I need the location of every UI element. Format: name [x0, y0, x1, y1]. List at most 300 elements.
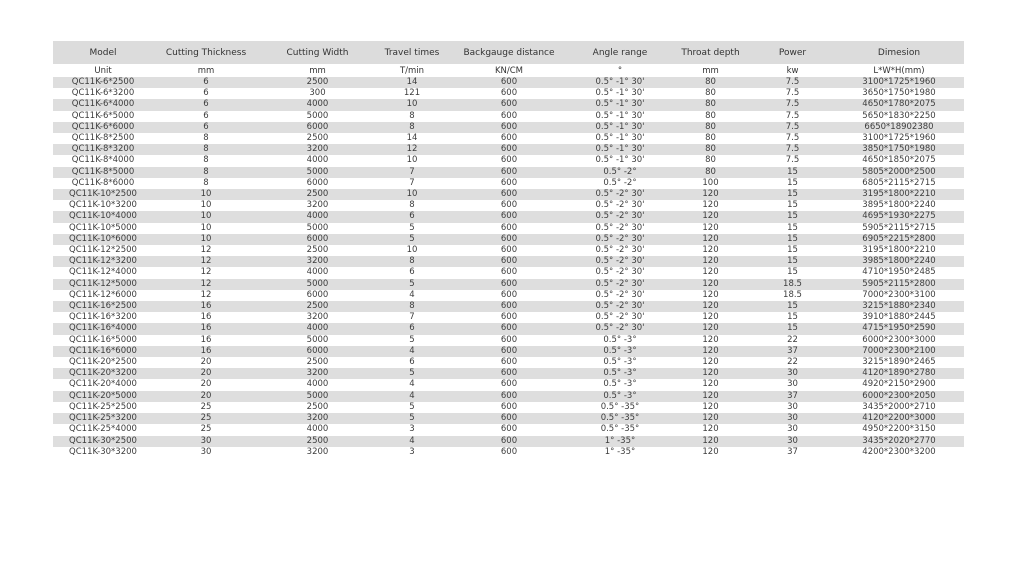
cell-throat-depth: 120 — [670, 223, 751, 234]
cell-dimension: 5805*2000*2500 — [834, 167, 964, 178]
cell-throat-depth: 120 — [670, 211, 751, 222]
cell-dimension: 3985*1800*2240 — [834, 256, 964, 267]
table-row — [53, 133, 964, 144]
cell-angle-range: 0.5° -1° 30' — [570, 155, 670, 166]
cell-throat-depth: 120 — [670, 447, 751, 458]
table-row — [53, 447, 964, 458]
cell-travel-times: 10 — [376, 99, 448, 110]
cell-angle-range: 0.5° -2° 30' — [570, 200, 670, 211]
cell-cutting-thickness: 10 — [153, 234, 259, 245]
cell-dimension: 3650*1750*1980 — [834, 88, 964, 99]
cell-travel-times: 3 — [376, 447, 448, 458]
cell-model: QC11K-6*4000 — [53, 99, 153, 110]
unit-backgauge-distance: KN/CM — [448, 64, 570, 77]
table-row — [53, 391, 964, 402]
cell-cutting-width: 3200 — [259, 144, 376, 155]
cell-angle-range: 0.5° -3° — [570, 346, 670, 357]
cell-cutting-width: 2500 — [259, 436, 376, 447]
table-row — [53, 189, 964, 200]
cell-model: QC11K-16*6000 — [53, 346, 153, 357]
cell-throat-depth: 80 — [670, 144, 751, 155]
cell-dimension: 4920*2150*2900 — [834, 379, 964, 390]
cell-throat-depth: 120 — [670, 436, 751, 447]
cell-dimension: 3100*1725*1960 — [834, 77, 964, 88]
cell-cutting-width: 4000 — [259, 155, 376, 166]
cell-cutting-width: 3200 — [259, 413, 376, 424]
cell-throat-depth: 120 — [670, 379, 751, 390]
cell-travel-times: 8 — [376, 111, 448, 122]
cell-backgauge-distance: 600 — [448, 178, 570, 189]
cell-backgauge-distance: 600 — [448, 424, 570, 435]
cell-backgauge-distance: 600 — [448, 133, 570, 144]
cell-throat-depth: 120 — [670, 256, 751, 267]
cell-dimension: 3910*1880*2445 — [834, 312, 964, 323]
cell-model: QC11K-12*5000 — [53, 279, 153, 290]
cell-cutting-thickness: 6 — [153, 88, 259, 99]
cell-dimension: 6000*2300*2050 — [834, 391, 964, 402]
cell-power: 30 — [751, 368, 834, 379]
cell-travel-times: 4 — [376, 290, 448, 301]
cell-throat-depth: 80 — [670, 99, 751, 110]
cell-power: 15 — [751, 189, 834, 200]
cell-model: QC11K-20*3200 — [53, 368, 153, 379]
cell-dimension: 3215*1890*2465 — [834, 357, 964, 368]
cell-travel-times: 14 — [376, 77, 448, 88]
cell-cutting-width: 5000 — [259, 223, 376, 234]
cell-throat-depth: 120 — [670, 402, 751, 413]
cell-travel-times: 8 — [376, 301, 448, 312]
cell-power: 7.5 — [751, 88, 834, 99]
table-row — [53, 368, 964, 379]
cell-power: 7.5 — [751, 133, 834, 144]
cell-angle-range: 0.5° -2° 30' — [570, 234, 670, 245]
cell-model: QC11K-12*6000 — [53, 290, 153, 301]
unit-angle-range: ° — [570, 64, 670, 77]
cell-model: QC11K-8*3200 — [53, 144, 153, 155]
cell-angle-range: 0.5° -1° 30' — [570, 122, 670, 133]
unit-row — [53, 64, 964, 77]
cell-model: QC11K-16*5000 — [53, 335, 153, 346]
cell-cutting-thickness: 8 — [153, 133, 259, 144]
cell-travel-times: 5 — [376, 335, 448, 346]
cell-backgauge-distance: 600 — [448, 77, 570, 88]
header-model: Model — [53, 41, 153, 64]
cell-backgauge-distance: 600 — [448, 99, 570, 110]
cell-dimension: 4650*1850*2075 — [834, 155, 964, 166]
cell-angle-range: 0.5° -1° 30' — [570, 111, 670, 122]
cell-dimension: 4710*1950*2485 — [834, 267, 964, 278]
cell-model: QC11K-10*3200 — [53, 200, 153, 211]
cell-cutting-width: 2500 — [259, 133, 376, 144]
cell-backgauge-distance: 600 — [448, 323, 570, 334]
cell-throat-depth: 120 — [670, 335, 751, 346]
cell-backgauge-distance: 600 — [448, 402, 570, 413]
cell-cutting-width: 4000 — [259, 99, 376, 110]
cell-travel-times: 5 — [376, 368, 448, 379]
table-row — [53, 167, 964, 178]
cell-angle-range: 0.5° -2° 30' — [570, 245, 670, 256]
cell-backgauge-distance: 600 — [448, 413, 570, 424]
cell-model: QC11K-8*6000 — [53, 178, 153, 189]
cell-angle-range: 0.5° -2° 30' — [570, 256, 670, 267]
cell-cutting-thickness: 16 — [153, 301, 259, 312]
cell-cutting-width: 2500 — [259, 301, 376, 312]
cell-cutting-width: 6000 — [259, 122, 376, 133]
table-row — [53, 357, 964, 368]
cell-dimension: 4120*1890*2780 — [834, 368, 964, 379]
cell-dimension: 5905*2115*2800 — [834, 279, 964, 290]
cell-backgauge-distance: 600 — [448, 211, 570, 222]
cell-cutting-width: 3200 — [259, 447, 376, 458]
cell-model: QC11K-12*4000 — [53, 267, 153, 278]
cell-backgauge-distance: 600 — [448, 189, 570, 200]
cell-throat-depth: 120 — [670, 312, 751, 323]
table-row — [53, 402, 964, 413]
unit-cutting-thickness: mm — [153, 64, 259, 77]
cell-cutting-thickness: 6 — [153, 99, 259, 110]
cell-dimension: 4650*1780*2075 — [834, 99, 964, 110]
table-row — [53, 211, 964, 222]
cell-dimension: 5650*1830*2250 — [834, 111, 964, 122]
cell-cutting-thickness: 10 — [153, 189, 259, 200]
cell-cutting-thickness: 16 — [153, 346, 259, 357]
cell-backgauge-distance: 600 — [448, 111, 570, 122]
cell-power: 37 — [751, 391, 834, 402]
table-row — [53, 99, 964, 110]
cell-travel-times: 4 — [376, 379, 448, 390]
cell-cutting-width: 2500 — [259, 357, 376, 368]
cell-dimension: 3100*1725*1960 — [834, 133, 964, 144]
header-cutting-thickness: Cutting Thickness — [153, 41, 259, 64]
cell-cutting-thickness: 30 — [153, 447, 259, 458]
cell-cutting-thickness: 8 — [153, 144, 259, 155]
cell-cutting-width: 4000 — [259, 424, 376, 435]
cell-power: 30 — [751, 424, 834, 435]
cell-backgauge-distance: 600 — [448, 245, 570, 256]
unit-dimension: L*W*H(mm) — [834, 64, 964, 77]
cell-backgauge-distance: 600 — [448, 391, 570, 402]
cell-cutting-thickness: 6 — [153, 111, 259, 122]
cell-cutting-thickness: 16 — [153, 323, 259, 334]
cell-power: 30 — [751, 436, 834, 447]
cell-cutting-width: 5000 — [259, 111, 376, 122]
cell-travel-times: 5 — [376, 279, 448, 290]
cell-travel-times: 14 — [376, 133, 448, 144]
header-power: Power — [751, 41, 834, 64]
cell-cutting-width: 6000 — [259, 290, 376, 301]
cell-power: 15 — [751, 223, 834, 234]
cell-dimension: 3195*1800*2210 — [834, 189, 964, 200]
cell-dimension: 7000*2300*3100 — [834, 290, 964, 301]
cell-travel-times: 7 — [376, 167, 448, 178]
cell-dimension: 4715*1950*2590 — [834, 323, 964, 334]
cell-travel-times: 5 — [376, 402, 448, 413]
cell-cutting-width: 3200 — [259, 200, 376, 211]
cell-throat-depth: 120 — [670, 368, 751, 379]
table-row — [53, 335, 964, 346]
cell-model: QC11K-12*2500 — [53, 245, 153, 256]
cell-throat-depth: 120 — [670, 279, 751, 290]
cell-power: 7.5 — [751, 155, 834, 166]
cell-throat-depth: 120 — [670, 245, 751, 256]
cell-travel-times: 6 — [376, 323, 448, 334]
header-dimension: Dimesion — [834, 41, 964, 64]
spec-table-container — [53, 41, 964, 458]
cell-angle-range: 0.5° -1° 30' — [570, 133, 670, 144]
cell-dimension: 6805*2115*2715 — [834, 178, 964, 189]
cell-power: 30 — [751, 379, 834, 390]
cell-power: 15 — [751, 312, 834, 323]
cell-cutting-thickness: 12 — [153, 290, 259, 301]
cell-dimension: 4120*2200*3000 — [834, 413, 964, 424]
cell-travel-times: 4 — [376, 391, 448, 402]
unit-throat-depth: mm — [670, 64, 751, 77]
cell-angle-range: 0.5° -2° 30' — [570, 323, 670, 334]
cell-angle-range: 0.5° -3° — [570, 391, 670, 402]
cell-power: 7.5 — [751, 111, 834, 122]
cell-model: QC11K-25*3200 — [53, 413, 153, 424]
table-row — [53, 413, 964, 424]
cell-travel-times: 6 — [376, 357, 448, 368]
cell-cutting-width: 300 — [259, 88, 376, 99]
cell-cutting-thickness: 16 — [153, 312, 259, 323]
cell-cutting-thickness: 8 — [153, 155, 259, 166]
cell-power: 30 — [751, 402, 834, 413]
cell-model: QC11K-25*2500 — [53, 402, 153, 413]
cell-angle-range: 0.5° -2° — [570, 167, 670, 178]
cell-travel-times: 121 — [376, 88, 448, 99]
cell-travel-times: 6 — [376, 211, 448, 222]
table-row — [53, 223, 964, 234]
cell-throat-depth: 80 — [670, 77, 751, 88]
cell-backgauge-distance: 600 — [448, 88, 570, 99]
cell-cutting-thickness: 12 — [153, 245, 259, 256]
cell-power: 15 — [751, 245, 834, 256]
cell-power: 15 — [751, 234, 834, 245]
cell-cutting-thickness: 25 — [153, 424, 259, 435]
cell-travel-times: 6 — [376, 267, 448, 278]
cell-angle-range: 0.5° -1° 30' — [570, 88, 670, 99]
cell-angle-range: 0.5° -2° 30' — [570, 267, 670, 278]
cell-power: 15 — [751, 267, 834, 278]
cell-travel-times: 5 — [376, 234, 448, 245]
cell-cutting-thickness: 20 — [153, 357, 259, 368]
cell-cutting-width: 2500 — [259, 189, 376, 200]
cell-cutting-width: 5000 — [259, 279, 376, 290]
cell-travel-times: 10 — [376, 155, 448, 166]
cell-throat-depth: 80 — [670, 111, 751, 122]
cell-throat-depth: 80 — [670, 122, 751, 133]
cell-travel-times: 4 — [376, 436, 448, 447]
cell-model: QC11K-10*6000 — [53, 234, 153, 245]
cell-cutting-width: 2500 — [259, 77, 376, 88]
cell-cutting-thickness: 25 — [153, 413, 259, 424]
cell-throat-depth: 120 — [670, 424, 751, 435]
cell-throat-depth: 120 — [670, 200, 751, 211]
cell-model: QC11K-16*2500 — [53, 301, 153, 312]
cell-model: QC11K-16*3200 — [53, 312, 153, 323]
table-body — [53, 77, 964, 458]
cell-model: QC11K-10*2500 — [53, 189, 153, 200]
cell-backgauge-distance: 600 — [448, 267, 570, 278]
table-row — [53, 290, 964, 301]
cell-cutting-width: 3200 — [259, 312, 376, 323]
header-throat-depth: Throat depth — [670, 41, 751, 64]
cell-power: 37 — [751, 346, 834, 357]
cell-cutting-width: 4000 — [259, 211, 376, 222]
table-row — [53, 346, 964, 357]
unit-model: Unit — [53, 64, 153, 77]
cell-dimension: 6650*18902380 — [834, 122, 964, 133]
cell-power: 22 — [751, 335, 834, 346]
cell-travel-times: 10 — [376, 189, 448, 200]
cell-throat-depth: 120 — [670, 301, 751, 312]
table-row — [53, 234, 964, 245]
cell-dimension: 3435*2000*2710 — [834, 402, 964, 413]
cell-model: QC11K-8*4000 — [53, 155, 153, 166]
cell-throat-depth: 80 — [670, 133, 751, 144]
table-row — [53, 88, 964, 99]
cell-angle-range: 0.5° -3° — [570, 357, 670, 368]
cell-cutting-thickness: 10 — [153, 211, 259, 222]
cell-model: QC11K-6*2500 — [53, 77, 153, 88]
cell-cutting-thickness: 10 — [153, 223, 259, 234]
cell-travel-times: 8 — [376, 256, 448, 267]
table-row — [53, 77, 964, 88]
cell-model: QC11K-16*4000 — [53, 323, 153, 334]
cell-dimension: 3215*1880*2340 — [834, 301, 964, 312]
cell-backgauge-distance: 600 — [448, 447, 570, 458]
cell-cutting-width: 6000 — [259, 346, 376, 357]
cell-travel-times: 8 — [376, 122, 448, 133]
cell-dimension: 4200*2300*3200 — [834, 447, 964, 458]
cell-model: QC11K-12*3200 — [53, 256, 153, 267]
unit-travel-times: T/min — [376, 64, 448, 77]
cell-throat-depth: 80 — [670, 167, 751, 178]
cell-dimension: 6905*2215*2800 — [834, 234, 964, 245]
cell-power: 15 — [751, 211, 834, 222]
cell-angle-range: 0.5° -35° — [570, 424, 670, 435]
cell-power: 18.5 — [751, 279, 834, 290]
cell-angle-range: 0.5° -2° — [570, 178, 670, 189]
table-row — [53, 155, 964, 166]
cell-travel-times: 12 — [376, 144, 448, 155]
cell-throat-depth: 120 — [670, 413, 751, 424]
cell-backgauge-distance: 600 — [448, 436, 570, 447]
cell-model: QC11K-20*2500 — [53, 357, 153, 368]
cell-power: 7.5 — [751, 99, 834, 110]
cell-backgauge-distance: 600 — [448, 279, 570, 290]
cell-cutting-width: 4000 — [259, 323, 376, 334]
cell-angle-range: 0.5° -2° 30' — [570, 279, 670, 290]
table-row — [53, 323, 964, 334]
cell-dimension: 3195*1800*2210 — [834, 245, 964, 256]
cell-backgauge-distance: 600 — [448, 379, 570, 390]
cell-cutting-thickness: 12 — [153, 267, 259, 278]
cell-model: QC11K-10*5000 — [53, 223, 153, 234]
cell-backgauge-distance: 600 — [448, 234, 570, 245]
cell-throat-depth: 120 — [670, 290, 751, 301]
cell-dimension: 4950*2200*3150 — [834, 424, 964, 435]
cell-power: 15 — [751, 200, 834, 211]
table-row — [53, 424, 964, 435]
cell-travel-times: 5 — [376, 223, 448, 234]
table-row — [53, 301, 964, 312]
cell-dimension: 3435*2020*2770 — [834, 436, 964, 447]
cell-throat-depth: 120 — [670, 234, 751, 245]
cell-dimension: 4695*1930*2275 — [834, 211, 964, 222]
cell-angle-range: 0.5° -3° — [570, 335, 670, 346]
cell-cutting-thickness: 25 — [153, 402, 259, 413]
cell-power: 15 — [751, 301, 834, 312]
table-row — [53, 245, 964, 256]
cell-throat-depth: 120 — [670, 323, 751, 334]
cell-model: QC11K-10*4000 — [53, 211, 153, 222]
cell-backgauge-distance: 600 — [448, 256, 570, 267]
cell-cutting-thickness: 20 — [153, 391, 259, 402]
cell-backgauge-distance: 600 — [448, 290, 570, 301]
cell-throat-depth: 120 — [670, 189, 751, 200]
table-row — [53, 200, 964, 211]
cell-throat-depth: 80 — [670, 88, 751, 99]
table-row — [53, 279, 964, 290]
cell-angle-range: 0.5° -35° — [570, 413, 670, 424]
cell-power: 7.5 — [751, 122, 834, 133]
cell-cutting-thickness: 20 — [153, 368, 259, 379]
cell-dimension: 5905*2115*2715 — [834, 223, 964, 234]
cell-cutting-width: 3200 — [259, 256, 376, 267]
cell-cutting-thickness: 8 — [153, 178, 259, 189]
cell-angle-range: 1° -35° — [570, 436, 670, 447]
table-row — [53, 178, 964, 189]
cell-power: 7.5 — [751, 77, 834, 88]
cell-cutting-thickness: 8 — [153, 167, 259, 178]
cell-backgauge-distance: 600 — [448, 301, 570, 312]
cell-cutting-width: 2500 — [259, 402, 376, 413]
cell-travel-times: 10 — [376, 245, 448, 256]
cell-model: QC11K-30*3200 — [53, 447, 153, 458]
cell-throat-depth: 80 — [670, 155, 751, 166]
header-backgauge-distance: Backgauge distance — [448, 41, 570, 64]
table-row — [53, 111, 964, 122]
cell-travel-times: 5 — [376, 413, 448, 424]
cell-throat-depth: 120 — [670, 357, 751, 368]
cell-backgauge-distance: 600 — [448, 368, 570, 379]
cell-angle-range: 0.5° -3° — [570, 368, 670, 379]
cell-angle-range: 0.5° -2° 30' — [570, 301, 670, 312]
cell-model: QC11K-8*5000 — [53, 167, 153, 178]
cell-travel-times: 4 — [376, 346, 448, 357]
header-cutting-width: Cutting Width — [259, 41, 376, 64]
cell-travel-times: 3 — [376, 424, 448, 435]
header-row — [53, 41, 964, 64]
cell-dimension: 3850*1750*1980 — [834, 144, 964, 155]
table-row — [53, 312, 964, 323]
cell-angle-range: 0.5° -35° — [570, 402, 670, 413]
cell-angle-range: 0.5° -1° 30' — [570, 144, 670, 155]
table-row — [53, 256, 964, 267]
cell-cutting-thickness: 6 — [153, 77, 259, 88]
cell-model: QC11K-25*4000 — [53, 424, 153, 435]
cell-angle-range: 1° -35° — [570, 447, 670, 458]
cell-power: 15 — [751, 167, 834, 178]
cell-cutting-thickness: 30 — [153, 436, 259, 447]
cell-cutting-width: 2500 — [259, 245, 376, 256]
cell-backgauge-distance: 600 — [448, 155, 570, 166]
cell-backgauge-distance: 600 — [448, 312, 570, 323]
cell-backgauge-distance: 600 — [448, 144, 570, 155]
cell-model: QC11K-6*3200 — [53, 88, 153, 99]
